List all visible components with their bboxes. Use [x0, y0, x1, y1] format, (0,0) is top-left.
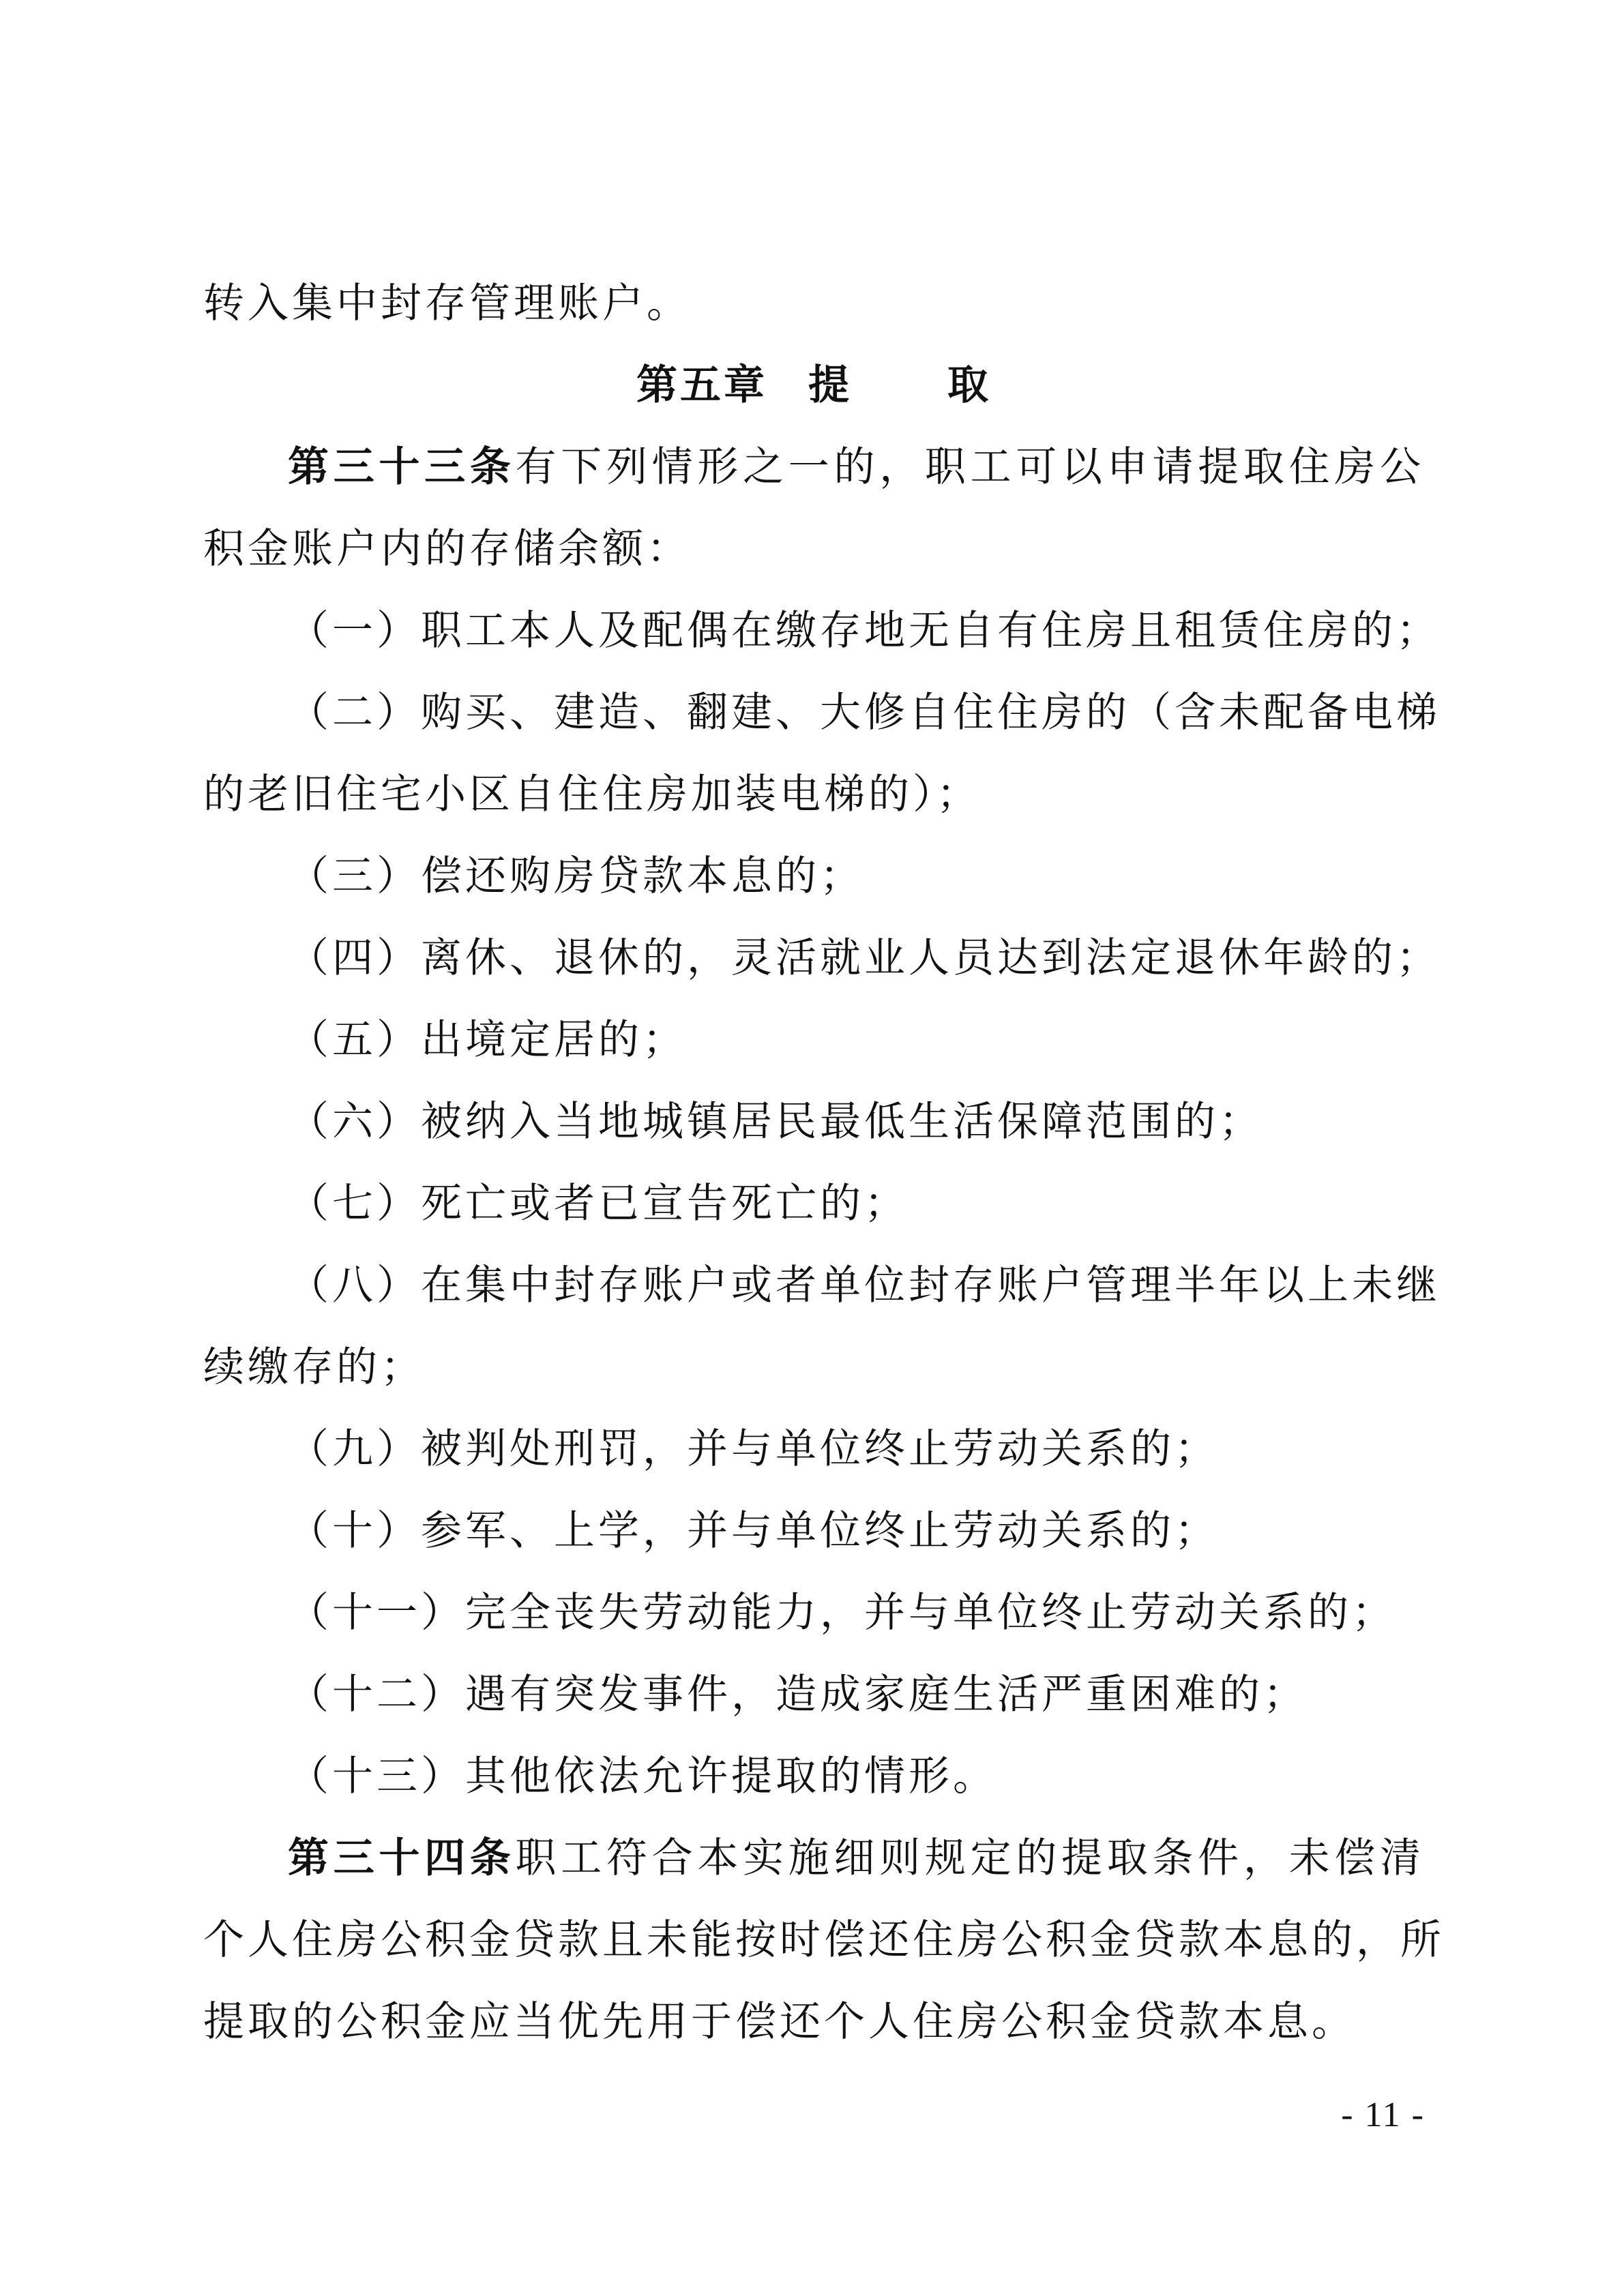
- list-item: （二）购买、建造、翻建、大修自住住房的（含未配备电梯: [288, 689, 1441, 736]
- article-33-line-1: [203, 426, 1424, 508]
- article-33-label: 第三十三条: [288, 443, 516, 491]
- chapter-title-second: 取: [947, 361, 991, 409]
- list-item: （三）偿还购房贷款本息的；: [288, 852, 864, 900]
- article-33-line-2: 积金账户内的存储余额：: [203, 525, 691, 573]
- chapter-heading: [203, 344, 1424, 426]
- list-item: （四）离休、退休的，灵活就业人员达到法定退休年龄的；: [288, 934, 1441, 982]
- list-item: （五）出境定居的；: [288, 1016, 687, 1064]
- list-item: （十一）完全丧失劳动能力，并与单位终止劳动关系的；: [288, 1589, 1396, 1637]
- body-text: [203, 263, 1445, 2063]
- chapter-title-first: 提: [808, 361, 852, 409]
- list-item-continuation: 的老旧住宅小区自住住房加装电梯的）；: [203, 771, 981, 818]
- list-item: （九）被判处刑罚，并与单位终止劳动关系的；: [288, 1425, 1219, 1473]
- list-item: （十三）其他依法允许提取的情形。: [288, 1753, 997, 1800]
- list-item: （十）参军、上学，并与单位终止劳动关系的；: [288, 1507, 1219, 1555]
- page-number: - 11 -: [1341, 2096, 1425, 2134]
- article-33-text-1: 有下列情形之一的，职工可以申请提取住房公: [515, 443, 1425, 491]
- article-34-text-1: 职工符合本实施细则规定的提取条件，未偿清: [515, 1834, 1425, 1882]
- list-item: （一）职工本人及配偶在缴存地无自有住房且租赁住房的；: [288, 607, 1441, 655]
- article-34-line-3: 提取的公积金应当优先用于偿还个人住房公积金贷款本息。: [203, 1998, 1356, 2046]
- article-34-line-2: 个人住房公积金贷款且未能按时偿还住房公积金贷款本息的，所: [203, 1916, 1445, 1964]
- list-item: （六）被纳入当地城镇居民最低生活保障范围的；: [288, 1098, 1263, 1146]
- article-34-label: 第三十四条: [288, 1834, 516, 1882]
- continuation-line: 转入集中封存管理账户。: [203, 280, 691, 327]
- article-34-line-1: [203, 1817, 1424, 1899]
- chapter-number: 第五章: [636, 361, 767, 409]
- list-item: （八）在集中封存账户或者单位封存账户管理半年以上未继: [288, 1262, 1441, 1309]
- list-item: （十二）遇有突发事件，造成家庭生活严重困难的；: [288, 1671, 1308, 1718]
- list-item-continuation: 续缴存的；: [203, 1343, 425, 1391]
- list-item: （七）死亡或者已宣告死亡的；: [288, 1180, 909, 1227]
